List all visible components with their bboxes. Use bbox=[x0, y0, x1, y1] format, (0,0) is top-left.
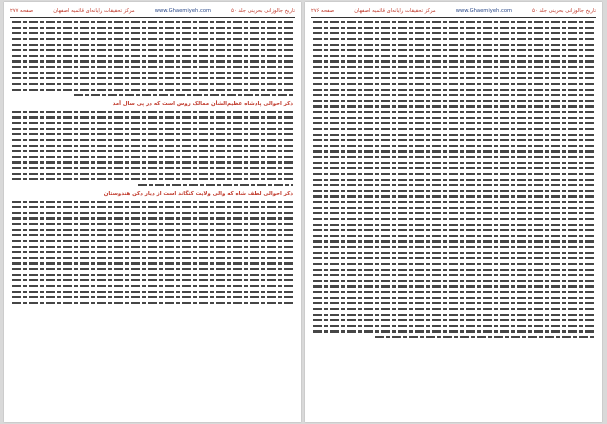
text-line bbox=[12, 133, 293, 135]
text-line bbox=[313, 325, 594, 327]
text-line bbox=[12, 291, 293, 293]
text-line bbox=[12, 206, 293, 208]
text-line bbox=[12, 44, 293, 46]
text-line bbox=[12, 38, 293, 40]
text-line bbox=[313, 218, 594, 220]
text-line bbox=[12, 223, 293, 225]
text-line bbox=[12, 83, 293, 85]
text-line bbox=[12, 72, 293, 74]
text-line bbox=[12, 128, 293, 130]
text-line bbox=[12, 229, 293, 231]
text-line bbox=[313, 330, 594, 332]
text-line bbox=[313, 291, 594, 293]
text-line bbox=[313, 111, 594, 113]
text-line bbox=[74, 94, 293, 96]
text-line bbox=[313, 224, 594, 226]
page-publisher: مرکز تحقیقات رایانه‌ای قائمیه اصفهان bbox=[53, 8, 135, 14]
page-header bbox=[311, 6, 596, 16]
text-line bbox=[12, 274, 293, 276]
text-line bbox=[313, 150, 594, 152]
page-number: صفحه ۲۷۷ bbox=[10, 8, 34, 14]
text-line bbox=[313, 280, 594, 282]
text-line bbox=[12, 302, 293, 304]
text-line bbox=[12, 251, 293, 253]
page-header bbox=[10, 6, 295, 16]
page-body bbox=[313, 21, 594, 418]
text-line bbox=[313, 201, 594, 203]
text-line bbox=[12, 257, 293, 259]
text-line bbox=[12, 268, 293, 270]
text-line bbox=[313, 263, 594, 265]
text-line bbox=[12, 262, 293, 264]
page-number: صفحه ۲۷۶ bbox=[311, 8, 335, 14]
text-line bbox=[12, 246, 293, 248]
page-book-title: تاریخ جالوزانی بحرینی جلد ۵۰ bbox=[231, 8, 295, 14]
text-line bbox=[313, 105, 594, 107]
text-line bbox=[313, 77, 594, 79]
text-line bbox=[12, 279, 293, 281]
text-line bbox=[313, 252, 594, 254]
document-page-right bbox=[305, 2, 602, 422]
text-line bbox=[313, 246, 594, 248]
text-line bbox=[313, 297, 594, 299]
text-line bbox=[313, 212, 594, 214]
text-line bbox=[313, 49, 594, 51]
section-heading: ذکر احوالی پادشاه عظیم‌الشأن ممالک روس است که در پی سال آمد bbox=[112, 100, 293, 107]
text-line bbox=[12, 89, 293, 91]
page-body bbox=[12, 21, 293, 418]
text-line bbox=[12, 116, 293, 118]
text-line bbox=[12, 178, 293, 180]
text-line bbox=[313, 122, 594, 124]
text-line bbox=[12, 167, 293, 169]
text-line bbox=[313, 94, 594, 96]
text-line bbox=[313, 184, 594, 186]
text-line bbox=[313, 27, 594, 29]
text-line bbox=[12, 77, 293, 79]
text-line bbox=[313, 190, 594, 192]
text-line bbox=[313, 44, 594, 46]
text-line bbox=[12, 150, 293, 152]
text-line bbox=[313, 229, 594, 231]
text-line bbox=[313, 285, 594, 287]
text-line bbox=[12, 66, 293, 68]
text-line bbox=[313, 235, 594, 237]
text-line bbox=[375, 336, 594, 338]
text-line bbox=[313, 195, 594, 197]
text-line bbox=[12, 240, 293, 242]
text-line bbox=[12, 201, 293, 203]
text-line bbox=[313, 302, 594, 304]
section-heading: ذکر احوالی لطف شاه که والی ولایت کنگاند است از دیار دکن هندوستان bbox=[103, 190, 293, 197]
text-line bbox=[313, 89, 594, 91]
text-line bbox=[313, 274, 594, 276]
text-line bbox=[313, 139, 594, 141]
text-line bbox=[313, 308, 594, 310]
text-line bbox=[12, 139, 293, 141]
text-line bbox=[12, 55, 293, 57]
text-line bbox=[12, 145, 293, 147]
text-line bbox=[313, 134, 594, 136]
header-divider bbox=[10, 17, 295, 18]
text-line bbox=[313, 100, 594, 102]
text-line bbox=[313, 72, 594, 74]
page-publisher: مرکز تحقیقات رایانه‌ای قائمیه اصفهان bbox=[354, 8, 436, 14]
text-line bbox=[12, 111, 293, 113]
page-site-url: www.Ghaemiyeh.com bbox=[154, 8, 212, 14]
text-line bbox=[12, 161, 293, 163]
text-line bbox=[12, 212, 293, 214]
text-line bbox=[12, 32, 293, 34]
text-line bbox=[138, 184, 293, 186]
text-line bbox=[12, 234, 293, 236]
text-line bbox=[313, 60, 594, 62]
text-line bbox=[313, 269, 594, 271]
text-line bbox=[12, 217, 293, 219]
text-line bbox=[12, 21, 293, 23]
text-line bbox=[12, 49, 293, 51]
text-line bbox=[313, 257, 594, 259]
text-line bbox=[313, 319, 594, 321]
text-line bbox=[12, 285, 293, 287]
text-line bbox=[313, 21, 594, 23]
text-line bbox=[313, 128, 594, 130]
text-line bbox=[313, 167, 594, 169]
text-line bbox=[313, 173, 594, 175]
text-line bbox=[313, 240, 594, 242]
text-line bbox=[12, 122, 293, 124]
text-line bbox=[313, 55, 594, 57]
text-line bbox=[313, 38, 594, 40]
text-line bbox=[12, 27, 293, 29]
text-line bbox=[313, 207, 594, 209]
text-line bbox=[313, 314, 594, 316]
text-line bbox=[313, 162, 594, 164]
text-line bbox=[313, 145, 594, 147]
text-line bbox=[12, 156, 293, 158]
text-line bbox=[12, 296, 293, 298]
pdf-page-spread bbox=[4, 2, 603, 422]
document-page-left bbox=[4, 2, 301, 422]
text-line bbox=[12, 60, 293, 62]
text-line bbox=[313, 32, 594, 34]
text-line bbox=[12, 173, 293, 175]
text-line bbox=[313, 179, 594, 181]
text-line bbox=[313, 83, 594, 85]
page-site-url: www.Ghaemiyeh.com bbox=[455, 8, 513, 14]
text-line bbox=[313, 66, 594, 68]
text-line bbox=[313, 117, 594, 119]
page-book-title: تاریخ جالوزانی بحرینی جلد ۵۰ bbox=[532, 8, 596, 14]
header-divider bbox=[311, 17, 596, 18]
text-line bbox=[313, 156, 594, 158]
